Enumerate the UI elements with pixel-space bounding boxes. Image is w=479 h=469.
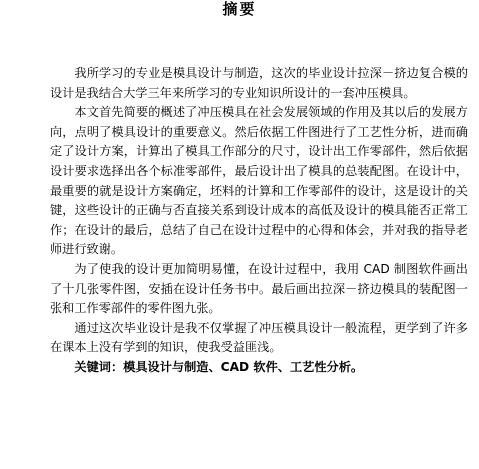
abstract-title: 摘要 — [222, 0, 257, 18]
abstract-body — [50, 64, 468, 378]
paragraph-1: 我所学习的专业是模具设计与制造，这次的毕业设计拉深－挤边复合模的设计是我结合大学三年来所学习的专业知识所设计的一套冲压模具。 — [50, 66, 468, 100]
paragraph-2: 本文首先简要的概述了冲压模具在社会发展领域的作用及其以后的发展方向，点明了模具设计的重要意义。然后依据工件图进行了工艺性分析，进而确定了设计方案，计算出了模具工作部分的尺寸，设计出工作零部件，然后依据设计要求选择出各个标准零部件，最后设计出了模具的总装配图。在设计中，最重要的就是设计方案确定，坯料的计算和工作零部件的设计，这是设计的关键，这些设计的正确与否直接关系到设计成本的高低及设计的模具能否正常工作；在设计的最后，总结了自己在设计过程中的心得和体会，并对我的指导老师进行致谢。 — [50, 105, 468, 257]
keywords-line: 关键词：模具设计与制造、CAD 软件、工艺性分析。 — [74, 359, 364, 374]
paragraph-4: 通过这次毕业设计是我不仅掌握了冲压模具设计一般流程，更学到了许多在课本上没有学到的知识，使我受益匪浅。 — [50, 320, 468, 355]
paragraph-3: 为了使我的设计更加简明易懂，在设计过程中，我用 CAD 制图软件画出了十几张零件图，安插在设计任务书中。最后画出拉深－挤边模具的装配图一张和工作零部件的零件图九张。 — [50, 261, 468, 316]
